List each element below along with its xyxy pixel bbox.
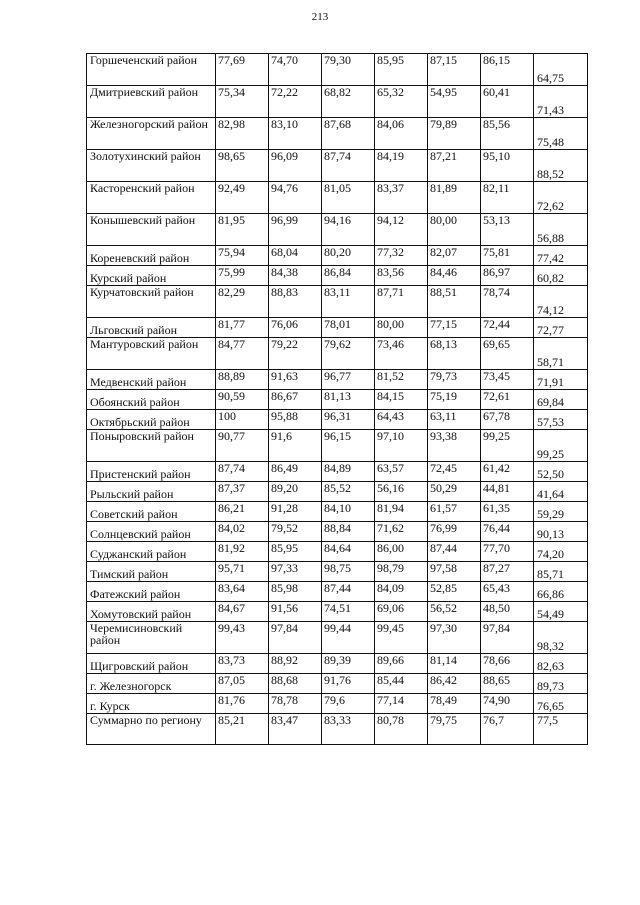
value-cell: 80,00 <box>375 318 428 338</box>
table-row <box>87 246 588 266</box>
value-cell: 73,45 <box>481 370 534 390</box>
value-cell: 84,02 <box>216 522 269 542</box>
value-cell: 84,10 <box>322 502 375 522</box>
summary-value-cell: 41,64 <box>534 482 588 502</box>
value-cell: 95,88 <box>269 410 322 430</box>
value-cell: 85,44 <box>375 674 428 694</box>
table-row <box>87 462 588 482</box>
summary-value-cell: 59,29 <box>534 502 588 522</box>
value-cell: 98,79 <box>375 562 428 582</box>
value-cell: 75,81 <box>481 246 534 266</box>
value-cell: 76,06 <box>269 318 322 338</box>
value-cell: 86,00 <box>375 542 428 562</box>
value-cell: 94,76 <box>269 182 322 214</box>
value-cell: 48,50 <box>481 602 534 622</box>
value-cell: 53,13 <box>481 214 534 246</box>
value-cell: 91,6 <box>269 430 322 462</box>
value-cell: 61,57 <box>428 502 481 522</box>
value-cell: 81,92 <box>216 542 269 562</box>
value-cell: 74,90 <box>481 694 534 714</box>
value-cell: 85,95 <box>269 542 322 562</box>
value-cell: 72,61 <box>481 390 534 410</box>
value-cell: 60,41 <box>481 86 534 118</box>
value-cell: 90,59 <box>216 390 269 410</box>
table-row <box>87 622 588 654</box>
summary-value-cell: 66,86 <box>534 582 588 602</box>
summary-value-cell: 56,88 <box>534 214 588 246</box>
value-cell: 95,10 <box>481 150 534 182</box>
value-cell: 86,67 <box>269 390 322 410</box>
value-cell: 74,51 <box>322 602 375 622</box>
table-row <box>87 286 588 318</box>
value-cell: 99,43 <box>216 622 269 654</box>
value-cell: 65,32 <box>375 86 428 118</box>
district-name-cell: Касторенский район <box>87 182 216 214</box>
summary-value-cell: 82,63 <box>534 654 588 674</box>
value-cell: 81,13 <box>322 390 375 410</box>
table-row <box>87 86 588 118</box>
value-cell: 76,99 <box>428 522 481 542</box>
summary-value-cell: 76,65 <box>534 694 588 714</box>
table-row <box>87 430 588 462</box>
value-cell: 87,05 <box>216 674 269 694</box>
value-cell: 84,15 <box>375 390 428 410</box>
value-cell: 88,65 <box>481 674 534 694</box>
table-body <box>87 54 588 745</box>
summary-value-cell: 69,84 <box>534 390 588 410</box>
value-cell: 81,95 <box>216 214 269 246</box>
value-cell: 82,07 <box>428 246 481 266</box>
value-cell: 72,22 <box>269 86 322 118</box>
summary-value-cell: 74,20 <box>534 542 588 562</box>
value-cell: 78,66 <box>481 654 534 674</box>
value-cell: 79,6 <box>322 694 375 714</box>
value-cell: 68,04 <box>269 246 322 266</box>
value-cell: 96,99 <box>269 214 322 246</box>
value-cell: 71,62 <box>375 522 428 542</box>
value-cell: 63,57 <box>375 462 428 482</box>
district-name-cell: г. Курск <box>87 694 216 714</box>
value-cell: 77,14 <box>375 694 428 714</box>
value-cell: 79,62 <box>322 338 375 370</box>
value-cell: 96,77 <box>322 370 375 390</box>
value-cell: 87,15 <box>428 54 481 86</box>
value-cell: 84,38 <box>269 266 322 286</box>
value-cell: 99,25 <box>481 430 534 462</box>
value-cell: 91,76 <box>322 674 375 694</box>
district-name-cell: Курский район <box>87 266 216 286</box>
value-cell: 98,65 <box>216 150 269 182</box>
value-cell: 91,63 <box>269 370 322 390</box>
value-cell: 77,32 <box>375 246 428 266</box>
value-cell: 87,71 <box>375 286 428 318</box>
value-cell: 83,37 <box>375 182 428 214</box>
district-name-cell: Рыльский район <box>87 482 216 502</box>
summary-value-cell: 77,5 <box>534 714 588 745</box>
value-cell: 83,33 <box>322 714 375 745</box>
value-cell: 56,16 <box>375 482 428 502</box>
value-cell: 67,78 <box>481 410 534 430</box>
value-cell: 97,84 <box>269 622 322 654</box>
district-name-cell: Кореневский район <box>87 246 216 266</box>
value-cell: 99,45 <box>375 622 428 654</box>
summary-value-cell: 72,62 <box>534 182 588 214</box>
value-cell: 87,44 <box>322 582 375 602</box>
value-cell: 84,67 <box>216 602 269 622</box>
value-cell: 79,75 <box>428 714 481 745</box>
value-cell: 73,46 <box>375 338 428 370</box>
table-row <box>87 654 588 674</box>
summary-value-cell: 98,32 <box>534 622 588 654</box>
value-cell: 88,83 <box>269 286 322 318</box>
district-name-cell: Тимский район <box>87 562 216 582</box>
table-row <box>87 410 588 430</box>
district-indicators-table <box>86 53 588 745</box>
value-cell: 91,56 <box>269 602 322 622</box>
value-cell: 50,29 <box>428 482 481 502</box>
table-row <box>87 182 588 214</box>
summary-value-cell: 71,91 <box>534 370 588 390</box>
district-name-cell: Горшеченский район <box>87 54 216 86</box>
value-cell: 78,49 <box>428 694 481 714</box>
district-name-cell: Пристенский район <box>87 462 216 482</box>
value-cell: 83,64 <box>216 582 269 602</box>
value-cell: 69,06 <box>375 602 428 622</box>
value-cell: 84,89 <box>322 462 375 482</box>
table-row <box>87 54 588 86</box>
value-cell: 63,11 <box>428 410 481 430</box>
district-name-cell: Медвенский район <box>87 370 216 390</box>
value-cell: 61,35 <box>481 502 534 522</box>
value-cell: 92,49 <box>216 182 269 214</box>
value-cell: 96,09 <box>269 150 322 182</box>
value-cell: 64,43 <box>375 410 428 430</box>
district-name-cell: Курчатовский район <box>87 286 216 318</box>
value-cell: 84,77 <box>216 338 269 370</box>
district-name-cell: Хомутовский район <box>87 602 216 622</box>
district-name-cell: Суммарно по региону <box>87 714 216 745</box>
value-cell: 72,45 <box>428 462 481 482</box>
table-row <box>87 582 588 602</box>
table-row <box>87 674 588 694</box>
table-row <box>87 562 588 582</box>
value-cell: 84,06 <box>375 118 428 150</box>
value-cell: 82,29 <box>216 286 269 318</box>
value-cell: 89,39 <box>322 654 375 674</box>
value-cell: 76,7 <box>481 714 534 745</box>
value-cell: 85,56 <box>481 118 534 150</box>
value-cell: 56,52 <box>428 602 481 622</box>
value-cell: 77,70 <box>481 542 534 562</box>
value-cell: 87,68 <box>322 118 375 150</box>
value-cell: 88,68 <box>269 674 322 694</box>
value-cell: 86,84 <box>322 266 375 286</box>
value-cell: 95,71 <box>216 562 269 582</box>
district-name-cell: Золотухинский район <box>87 150 216 182</box>
summary-value-cell: 99,25 <box>534 430 588 462</box>
value-cell: 88,92 <box>269 654 322 674</box>
value-cell: 88,51 <box>428 286 481 318</box>
value-cell: 85,52 <box>322 482 375 502</box>
value-cell: 75,99 <box>216 266 269 286</box>
value-cell: 77,15 <box>428 318 481 338</box>
district-name-cell: Черемисиновский район <box>87 622 216 654</box>
value-cell: 84,46 <box>428 266 481 286</box>
value-cell: 87,44 <box>428 542 481 562</box>
value-cell: 88,89 <box>216 370 269 390</box>
table-row <box>87 370 588 390</box>
table-row <box>87 694 588 714</box>
value-cell: 84,64 <box>322 542 375 562</box>
district-name-cell: г. Железногорск <box>87 674 216 694</box>
district-name-cell: Обоянский район <box>87 390 216 410</box>
table-row <box>87 522 588 542</box>
value-cell: 89,20 <box>269 482 322 502</box>
value-cell: 93,38 <box>428 430 481 462</box>
value-cell: 78,74 <box>481 286 534 318</box>
value-cell: 98,75 <box>322 562 375 582</box>
value-cell: 78,01 <box>322 318 375 338</box>
value-cell: 83,56 <box>375 266 428 286</box>
value-cell: 83,10 <box>269 118 322 150</box>
value-cell: 96,31 <box>322 410 375 430</box>
summary-value-cell: 88,52 <box>534 150 588 182</box>
value-cell: 81,77 <box>216 318 269 338</box>
table-row <box>87 150 588 182</box>
district-name-cell: Конышевский район <box>87 214 216 246</box>
district-name-cell: Суджанский район <box>87 542 216 562</box>
page-number: 213 <box>311 11 329 23</box>
value-cell: 86,49 <box>269 462 322 482</box>
value-cell: 85,98 <box>269 582 322 602</box>
value-cell: 81,94 <box>375 502 428 522</box>
value-cell: 87,74 <box>322 150 375 182</box>
district-name-cell: Железногорский район <box>87 118 216 150</box>
value-cell: 75,94 <box>216 246 269 266</box>
value-cell: 90,77 <box>216 430 269 462</box>
table-row <box>87 318 588 338</box>
value-cell: 97,33 <box>269 562 322 582</box>
value-cell: 87,74 <box>216 462 269 482</box>
value-cell: 72,44 <box>481 318 534 338</box>
value-cell: 44,81 <box>481 482 534 502</box>
value-cell: 97,30 <box>428 622 481 654</box>
summary-value-cell: 64,75 <box>534 54 588 86</box>
value-cell: 99,44 <box>322 622 375 654</box>
table-row <box>87 502 588 522</box>
district-name-cell: Фатежский район <box>87 582 216 602</box>
value-cell: 82,11 <box>481 182 534 214</box>
value-cell: 54,95 <box>428 86 481 118</box>
value-cell: 96,15 <box>322 430 375 462</box>
value-cell: 79,22 <box>269 338 322 370</box>
table-row <box>87 482 588 502</box>
value-cell: 69,65 <box>481 338 534 370</box>
value-cell: 87,27 <box>481 562 534 582</box>
value-cell: 86,97 <box>481 266 534 286</box>
value-cell: 84,19 <box>375 150 428 182</box>
table-row <box>87 214 588 246</box>
value-cell: 87,21 <box>428 150 481 182</box>
summary-value-cell: 54,49 <box>534 602 588 622</box>
table-row <box>87 542 588 562</box>
summary-value-cell: 72,77 <box>534 318 588 338</box>
table-row <box>87 714 588 745</box>
value-cell: 79,73 <box>428 370 481 390</box>
value-cell: 65,43 <box>481 582 534 602</box>
summary-value-cell: 89,73 <box>534 674 588 694</box>
value-cell: 78,78 <box>269 694 322 714</box>
value-cell: 84,09 <box>375 582 428 602</box>
summary-value-cell: 57,53 <box>534 410 588 430</box>
value-cell: 68,13 <box>428 338 481 370</box>
value-cell: 83,11 <box>322 286 375 318</box>
value-cell: 74,70 <box>269 54 322 86</box>
value-cell: 91,28 <box>269 502 322 522</box>
value-cell: 80,78 <box>375 714 428 745</box>
value-cell: 75,34 <box>216 86 269 118</box>
value-cell: 94,12 <box>375 214 428 246</box>
district-name-cell: Поныровский район <box>87 430 216 462</box>
value-cell: 79,89 <box>428 118 481 150</box>
value-cell: 77,69 <box>216 54 269 86</box>
value-cell: 86,42 <box>428 674 481 694</box>
value-cell: 82,98 <box>216 118 269 150</box>
value-cell: 94,16 <box>322 214 375 246</box>
district-name-cell: Советский район <box>87 502 216 522</box>
summary-value-cell: 60,82 <box>534 266 588 286</box>
value-cell: 52,85 <box>428 582 481 602</box>
value-cell: 97,58 <box>428 562 481 582</box>
table-row <box>87 118 588 150</box>
value-cell: 100 <box>216 410 269 430</box>
table-row <box>87 390 588 410</box>
district-name-cell: Щигровский район <box>87 654 216 674</box>
value-cell: 85,21 <box>216 714 269 745</box>
value-cell: 81,76 <box>216 694 269 714</box>
value-cell: 97,84 <box>481 622 534 654</box>
table-row <box>87 266 588 286</box>
value-cell: 81,52 <box>375 370 428 390</box>
value-cell: 97,10 <box>375 430 428 462</box>
value-cell: 75,19 <box>428 390 481 410</box>
value-cell: 80,20 <box>322 246 375 266</box>
value-cell: 68,82 <box>322 86 375 118</box>
table-row <box>87 602 588 622</box>
district-name-cell: Октябрьский район <box>87 410 216 430</box>
value-cell: 83,47 <box>269 714 322 745</box>
summary-value-cell: 74,12 <box>534 286 588 318</box>
value-cell: 88,84 <box>322 522 375 542</box>
value-cell: 81,89 <box>428 182 481 214</box>
summary-value-cell: 52,50 <box>534 462 588 482</box>
value-cell: 79,30 <box>322 54 375 86</box>
table-row <box>87 338 588 370</box>
summary-value-cell: 85,71 <box>534 562 588 582</box>
value-cell: 80,00 <box>428 214 481 246</box>
value-cell: 85,95 <box>375 54 428 86</box>
value-cell: 86,15 <box>481 54 534 86</box>
value-cell: 89,66 <box>375 654 428 674</box>
summary-value-cell: 77,42 <box>534 246 588 266</box>
district-name-cell: Льговский район <box>87 318 216 338</box>
value-cell: 76,44 <box>481 522 534 542</box>
value-cell: 87,37 <box>216 482 269 502</box>
district-name-cell: Дмитриевский район <box>87 86 216 118</box>
value-cell: 81,05 <box>322 182 375 214</box>
value-cell: 86,21 <box>216 502 269 522</box>
value-cell: 81,14 <box>428 654 481 674</box>
summary-value-cell: 90,13 <box>534 522 588 542</box>
value-cell: 83,73 <box>216 654 269 674</box>
summary-value-cell: 58,71 <box>534 338 588 370</box>
summary-value-cell: 71,43 <box>534 86 588 118</box>
district-name-cell: Мантуровский район <box>87 338 216 370</box>
value-cell: 79,52 <box>269 522 322 542</box>
summary-value-cell: 75,48 <box>534 118 588 150</box>
value-cell: 61,42 <box>481 462 534 482</box>
district-name-cell: Солнцевский район <box>87 522 216 542</box>
